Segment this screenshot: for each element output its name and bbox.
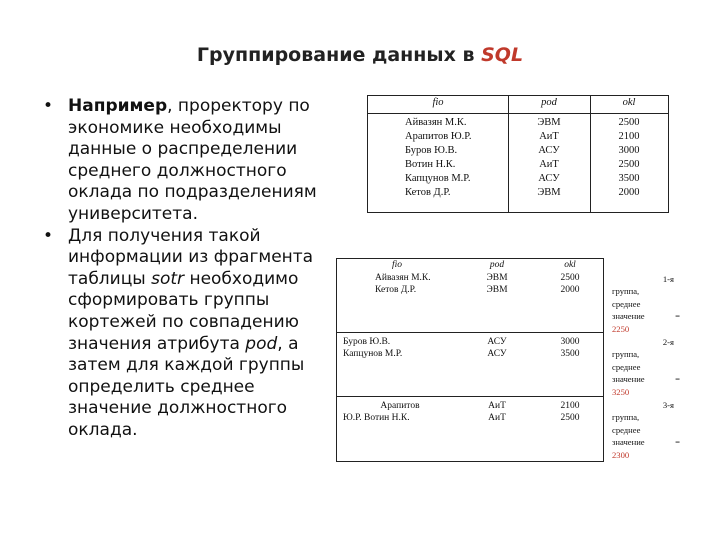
fio-column: [405, 116, 471, 200]
result-value: 3250: [612, 386, 630, 397]
okl-cell: 3500: [560, 349, 580, 359]
result-avg: среднее: [612, 298, 641, 309]
result-eq: =: [675, 437, 680, 448]
grouped-table: [336, 258, 604, 462]
okl-cell: 2500: [618, 117, 640, 128]
result-value: 2250: [612, 323, 630, 334]
result-val: значение: [612, 437, 645, 448]
result-avg: среднее: [612, 361, 641, 372]
fio-cell: Арапитов: [380, 401, 420, 411]
sotr-table: [367, 95, 669, 213]
result-value: 2300: [612, 449, 630, 460]
bullet-dot-icon: •: [42, 96, 54, 116]
result-eq: =: [675, 374, 680, 385]
header-okl: okl: [622, 97, 636, 108]
result-avg: среднее: [612, 424, 641, 435]
group-2-pod: [457, 336, 537, 360]
pod-cell: АиТ: [539, 131, 559, 142]
okl-cell: 3500: [618, 173, 640, 184]
fio-cell: Кетов Д.Р.: [375, 285, 417, 295]
fio-cell: Арапитов Ю.Р.: [405, 131, 472, 142]
group-3-result: [612, 399, 680, 461]
bullet-1-bold: Например: [68, 96, 168, 116]
result-word: группа,: [612, 349, 640, 360]
bullet-2-text-a: Для получения такой информации из фрагмента таблицы: [68, 225, 314, 289]
group-3-fio: [343, 400, 457, 424]
group-1-okl: [537, 272, 603, 296]
title-accent: SQL: [481, 44, 524, 66]
group-1-result: [612, 273, 680, 335]
fio-cell: Буров Ю.В.: [405, 145, 458, 156]
okl-cell: 2000: [560, 285, 580, 295]
header-okl: okl: [564, 260, 576, 270]
okl-cell: 2500: [560, 273, 580, 283]
fio-cell: Капцунов М.Р.: [343, 349, 403, 359]
bullet-2-text-b: необходимо сформировать группы кортежей по совпадению значения атрибута: [68, 268, 299, 354]
okl-cell: 2000: [618, 187, 640, 198]
result-eq: =: [675, 311, 680, 322]
result-val: значение: [612, 311, 645, 322]
result-val-row: [612, 373, 680, 385]
pod-cell: АСУ: [538, 173, 560, 184]
result-num: 3-я: [662, 400, 674, 410]
bullet-dot-icon: •: [42, 225, 54, 246]
header-pod: pod: [541, 97, 557, 108]
result-val: значение: [612, 374, 645, 385]
group-2-okl: [537, 336, 603, 360]
slide-title: [0, 44, 720, 66]
fio-cell: Айвазян М.К.: [405, 117, 467, 128]
group-1-pod: [457, 272, 537, 296]
pod-cell: АСУ: [487, 337, 507, 347]
okl-cell: 2100: [560, 401, 580, 411]
bullet-item-1: [38, 96, 328, 226]
result-val-row: [612, 310, 680, 322]
fio-cell: Вотин Н.К.: [405, 159, 456, 170]
bullet-item-2: [38, 226, 328, 442]
group-divider: [337, 332, 603, 333]
bullet-2-italic-b: pod: [245, 333, 278, 354]
pod-cell: ЭВМ: [486, 285, 508, 295]
result-val-row: [612, 436, 680, 448]
header-pod: pod: [489, 260, 505, 270]
result-word: группа,: [612, 412, 640, 423]
okl-cell: 3000: [618, 145, 640, 156]
group-3-okl: [537, 400, 603, 424]
okl-column: [590, 116, 668, 200]
fio-cell: Айвазян М.К.: [375, 273, 431, 283]
pod-cell: АиТ: [488, 401, 506, 411]
result-num: 1-я: [662, 274, 674, 284]
fio-cell: Капцунов М.Р.: [405, 173, 471, 184]
pod-cell: ЭВМ: [537, 117, 561, 128]
pod-cell: АиТ: [539, 159, 559, 170]
pod-cell: ЭВМ: [486, 273, 508, 283]
bullet-2-text-c: , а затем для каждой группы определить среднее значение должностного оклада.: [68, 333, 305, 440]
header-fio: fio: [432, 97, 444, 108]
bullet-list: [38, 96, 328, 442]
okl-cell: 2500: [618, 159, 640, 170]
group-2-result: [612, 336, 680, 398]
result-word: группа,: [612, 286, 640, 297]
pod-column: [508, 116, 590, 200]
pod-cell: АСУ: [538, 145, 560, 156]
okl-cell: 2100: [618, 131, 640, 142]
group-3-pod: [457, 400, 537, 424]
group-2-fio: [343, 336, 402, 360]
title-prefix: Группирование данных в: [196, 44, 482, 66]
fio-cell: Кетов Д.Р.: [405, 187, 451, 198]
header-fio: fio: [391, 260, 403, 270]
bullet-2-italic-a: sotr: [151, 268, 185, 289]
result-num: 2-я: [662, 337, 674, 347]
pod-cell: АСУ: [487, 349, 507, 359]
okl-cell: 3000: [560, 337, 580, 347]
fio-cell: Ю.Р. Вотин Н.К.: [343, 413, 410, 423]
pod-cell: ЭВМ: [537, 187, 561, 198]
okl-cell: 2500: [560, 413, 580, 423]
pod-cell: АиТ: [488, 413, 506, 423]
group-divider: [337, 396, 603, 397]
group-1-fio: [375, 272, 431, 296]
fio-cell: Буров Ю.В.: [343, 337, 391, 347]
bullet-1-text: , проректору по экономике необходимы данные о распределении среднего должностного оклада по подразделениям университета.: [68, 96, 317, 224]
